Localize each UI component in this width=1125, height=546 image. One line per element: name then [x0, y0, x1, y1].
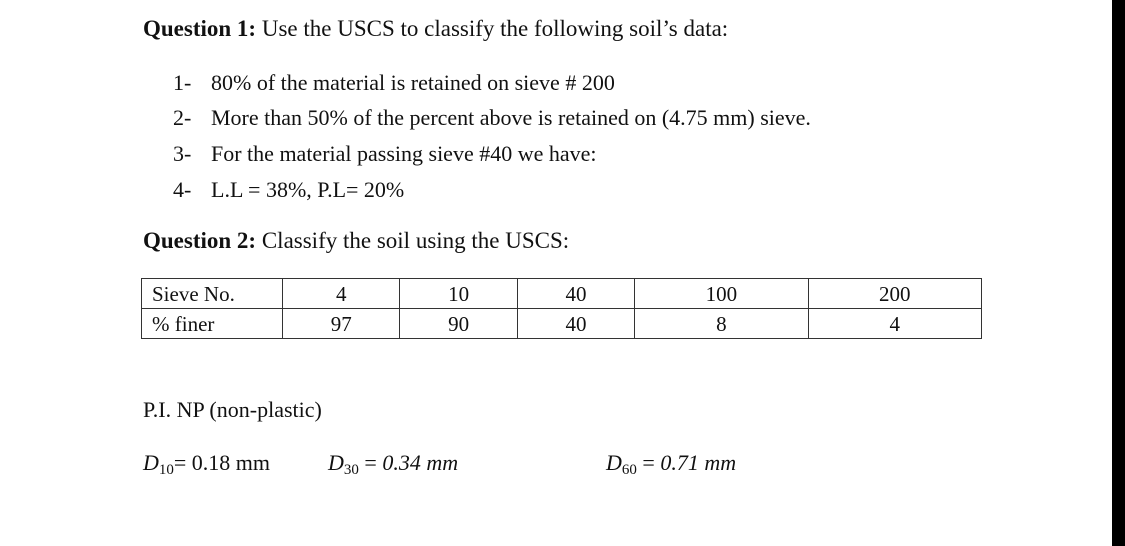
list-item: [173, 105, 811, 131]
table-cell: 10: [400, 279, 517, 309]
plasticity-index-text: P.I. NP (non-plastic): [143, 397, 322, 422]
d60-subscript: 60: [621, 462, 637, 478]
list-item-text: 80% of the material is retained on sieve # 200: [211, 70, 615, 95]
table-cell: 4: [808, 309, 981, 339]
d10-value: = 0.18 mm: [173, 450, 271, 475]
question-2-label: Question 2:: [143, 228, 257, 253]
list-item-number: 2-: [173, 105, 192, 130]
table-cell: 8: [635, 309, 808, 339]
question-1-label: Question 1:: [143, 16, 257, 41]
question-2-text: Classify the soil using the USCS:: [256, 228, 570, 253]
d30-value: 0.34 mm: [382, 450, 459, 475]
question-2-heading: [143, 228, 569, 254]
list-item: [173, 70, 615, 96]
list-item-text: For the material passing sieve #40 we have:: [211, 141, 597, 166]
list-item: [173, 141, 597, 167]
question-1-heading: [143, 16, 728, 42]
table-cell-header: % finer: [142, 309, 283, 339]
sieve-table: [141, 278, 982, 339]
table-cell: 200: [808, 279, 981, 309]
d30-subscript: 30: [343, 462, 359, 478]
table-row: [142, 279, 982, 309]
d60-symbol: D: [606, 450, 622, 475]
list-item-text: More than 50% of the percent above is retained on (4.75 mm) sieve.: [211, 105, 811, 130]
table-cell: 40: [517, 279, 634, 309]
d30-equals: =: [358, 450, 383, 475]
d10-expression: [143, 450, 270, 479]
d30-expression: [328, 450, 458, 479]
d10-subscript: 10: [158, 462, 174, 478]
table-cell-header: Sieve No.: [142, 279, 283, 309]
list-item-number: 1-: [173, 70, 192, 95]
d60-value: 0.71 mm: [660, 450, 737, 475]
d60-expression: [606, 450, 736, 479]
table-cell: 100: [635, 279, 808, 309]
list-item-number: 4-: [173, 177, 192, 202]
list-item-number: 3-: [173, 141, 192, 166]
list-item: [173, 177, 404, 203]
d60-equals: =: [636, 450, 661, 475]
d10-symbol: D: [143, 450, 159, 475]
question-1-text: Use the USCS to classify the following soil’s data:: [256, 16, 729, 41]
table-cell: 4: [283, 279, 400, 309]
table-cell: 40: [517, 309, 634, 339]
table-cell: 90: [400, 309, 517, 339]
d30-symbol: D: [328, 450, 344, 475]
table-row: [142, 309, 982, 339]
list-item-text: L.L = 38%, P.L= 20%: [211, 177, 405, 202]
table-cell: 97: [283, 309, 400, 339]
